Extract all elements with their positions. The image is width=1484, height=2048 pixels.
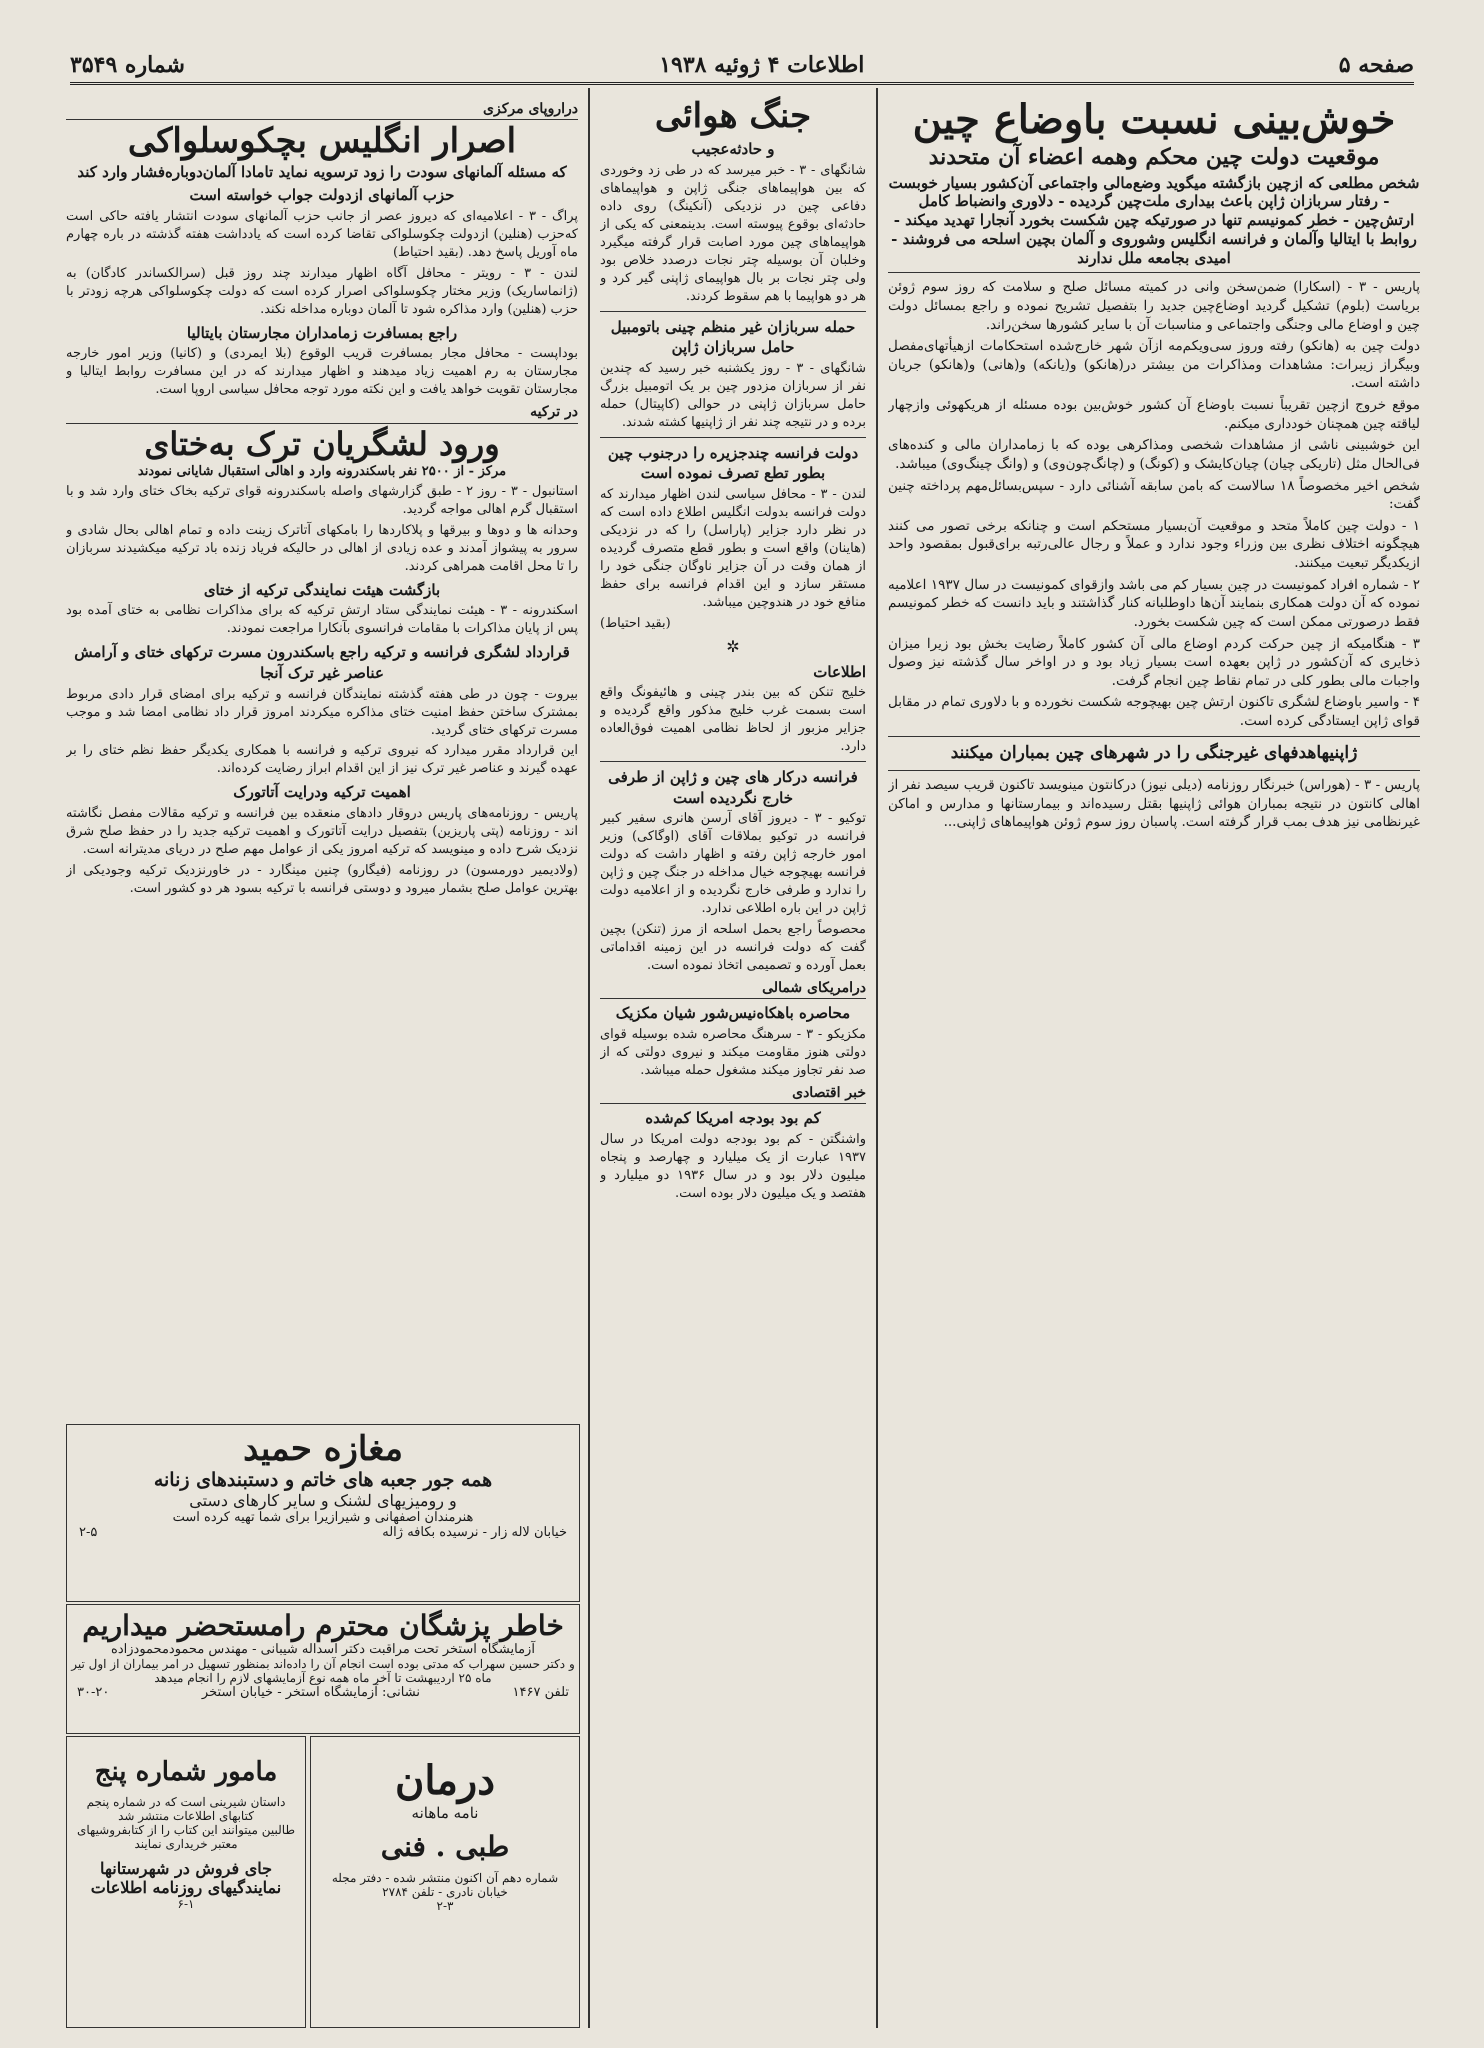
- article-paragraph: ۱ - دولت چین کاملاً متحد و موقعیت آن‌بسیار مستحکم است و چنانکه برخی تصور می کنند هیچگونه اختلاف نظری بین وزراء وجود ندارد و عملاً و رجال عالی‌رتبه برای‌قبول بمقصود واحد ازیکدیگر تبعیت میکنند.: [888, 517, 1420, 571]
- middle-column: [600, 96, 866, 2026]
- lab-address: نشانی: آزمایشگاه استخر - خیابان استخر: [201, 1685, 420, 1700]
- ad-agent-five: [66, 1736, 306, 2028]
- article-paragraph: موقع خروج ازچین تقریباً نسبت باوضاع آن کشور خوش‌بین بوده مسئله از هریکهوئی وازچهار لیاقته چین همچنان خودداری میکنم.: [888, 397, 1420, 432]
- section-label: خبر اقتصادی: [600, 1084, 866, 1104]
- headline-delegation: بازگشت هیئت نمایندگی ترکیه از ختای: [203, 580, 441, 599]
- headline-france-islands: دولت فرانسه چندجزیره را درجنوب چین بطور تطع تصرف نموده است: [607, 443, 859, 483]
- headline-sudeten-party: حزب آلمانها‌ی ازدولت جواب خواسته است: [189, 186, 455, 205]
- shop-address: خیابان لاله زار - نرسیده بکافه ژاله: [382, 1525, 567, 1540]
- lab-tel: تلفن ۱۴۶۷: [512, 1685, 569, 1700]
- article-paragraph: (ولادیمیر دورمسون) در روزنامه (فیگارو) چنین مینگارد - در خاورنزدیک ترکیه وجودیکی از بهترین عوامل صلح بشمار میرود و دوستی فرانسه با ترکیه بسود هر دو کشور است.: [66, 862, 578, 896]
- divider: [600, 437, 866, 438]
- column-rule-right: [876, 88, 878, 2028]
- source-note: (بقید احتیاط): [600, 615, 671, 631]
- ad-hamid-shop: [66, 1424, 580, 1602]
- section-label: دراروپای مرکزی: [66, 100, 578, 120]
- article-paragraph: لندن - ۳ - محافل سیاسی لندن اظهار میدارند که دولت فرانسه بدولت انگلیس اطلاع داده است که در نظر دارد جزایر (پاراسل) را که در نزدیکی (هاینان) واقع است و بطور قطع متصرف گردیده از همان وقت در آن جزایر ناوگان جنگی خود را مستقر سازد و این اقدام فرانسه برای حفظ منافع خود در هندوچین میباشد.: [600, 487, 866, 610]
- book-line: داستان شیرینی است که در شماره پنجم کتابهای اطلاعات منتشر شد: [86, 1795, 286, 1823]
- magazine-subtitle: نامه ماهانه: [411, 1804, 479, 1822]
- shop-code: ۲-۵: [79, 1525, 98, 1540]
- subheadline-turkey: مرکز - از ۲۵۰۰ نفر باسکندرونه وارد و اهالی استقبال شایانی نمودند: [137, 463, 507, 479]
- article-paragraph: ۳ - هنگامیکه از چین حرکت کردم اوضاع مالی آن کشور کاملاً رضایت بخش بود زیرا میزان ذخایری که آن‌کشور در ژاپن بعهده است بسیار زیاد بود و در اواخر سال گذشته نیز وصول واجبات مالی بطور کلی در تمام نقاط چین انجام گرفت.: [888, 635, 1420, 689]
- article-paragraph: پراگ - ۳ - اعلامیه‌ای که دیروز عصر از جانب حزب آلمانهای سودت انتشار یافته حاکی است که‌حزب (هنلین) ازدولت چکوسلواکی تقاضا کرده است که یادداشت هفته گذشته در باره چهارم ماه آوریل پاسخ دهد. (بقید احتیاط): [66, 209, 578, 261]
- section-label: درامریکای شمالی: [600, 979, 866, 999]
- headline-us-budget: کم بود بودجه امریکا کم‌شده: [645, 1109, 821, 1128]
- headline-czech: اصرار انگلیس بچکوسلواکی: [127, 121, 517, 162]
- headline-france-neutral: فرانسه درکار های چین و ژاپن از طرفی خارج نگردیده است: [608, 768, 858, 807]
- headline-guerrilla: حمله سربازان غیر منظم چینی باتومبیل حامل سربازان ژاپن: [610, 317, 856, 357]
- article-paragraph: پاریس - روزنامه‌های پاریس دروقار دادهای منعقده بین فرانسه و ترکیه مقالات مفصل نگاشته اند - روزنامه (پتی پاریزین) بتفصیل درایت آتاتورک و اهمیت ترکیه جدید را در حفظ صلح شرق نزدیک شرح داده و مینویسد که ترکیه امروز یکی از عوامل مهم صلح در دریای مدیترانه است.: [66, 806, 578, 857]
- article-paragraph: مکزیکو - ۳ - سرهنگ محاصره شده بوسیله قوای دولتی هنوز مقاومت میکند و نیروی دولتی که از صد نفر تجاوز میکند مشغول حمله میباشد.: [600, 1026, 866, 1078]
- article-paragraph: بوداپست - محافل مجار بمسافرت قریب الوقوع (بلا ایمردی) و (کانیا) وزیر امور خارجه مجارستان به رم اهمیت زیاد میدهند و اظهار میدارند که در این مسافرت روابط ایتالیا و مجارستان تقویت خواهد یافت و این نکته مورد توجه محافل سیاسی اروپا است.: [66, 346, 578, 398]
- star-ornament-icon: ✲: [726, 636, 740, 656]
- masthead: [70, 48, 1414, 85]
- article-paragraph: توکیو - ۳ - دیروز آقای آرسن هانری سفیر کبیر فرانسه در توکیو بملاقات آقای (اوگاکی) وزیر امور خارجه ژاپن رفته و اظهار داشت که دولت فرانسه بهیچوجه خیال مداخله در جنگ چین و ژاپن را ندارد و طرفی خارج نگردیده و از اعلامیه دولت ژاپن در این باره اطلاعی ندارد.: [600, 811, 866, 917]
- article-paragraph: پاریس - ۳ - (اسکارا) ضمن‌سخن وانی در کمیته مسائل صلح و سلامت که روز سوم ژوئن بریاست (بلوم) تشکیل گردید اوضاع‌چین جدید را بتفصیل تشریح نموده و راجع بمسائل دولت چین و اوضاع مالی وجنگی واجتماعی و مناسبات آن با سایر کشورها سخن‌راند.: [888, 279, 1420, 333]
- subheadline-china: موقعیت دولت چین محکم وهمه اعضاء آن متحدند: [928, 144, 1380, 170]
- subheadline-air-war: و حادثه‌عجیب: [691, 140, 775, 159]
- lab-line: آزمایشگاه استخر تحت مراقبت دکتر اسداله شیبانی - مهندس محمودمحمودزاده: [111, 1642, 535, 1657]
- article-paragraph: این قرارداد مقرر میدارد که نیروی ترکیه و فرانسه با همکاری یکدیگر حفظ نظم ختای را بر عهده گیرند و عناصر غیر ترک نیز از این اقدام ابراز رضایت کرده‌اند.: [66, 743, 578, 777]
- issue-number: شماره ۳۵۴۹: [70, 52, 185, 78]
- divider: [888, 770, 1420, 771]
- ad-darman-magazine: [310, 1736, 580, 2028]
- shop-title: مغازه حمید: [243, 1429, 403, 1469]
- page-number: صفحه ۵: [1338, 52, 1414, 78]
- magazine-name: طبی . فنی: [380, 1830, 510, 1863]
- article-paragraph: شخص اخیر مخصوصاً ۱۸ سالاست که بامن سابقه آشنائی دارد - سپس‌بسائل‌مهم پرداخته چنین گفت:: [888, 477, 1420, 513]
- left-column: [66, 96, 578, 1416]
- magazine-line: شماره دهم آن اکنون منتشر شده - دفتر مجله خیابان نادری - تلفن ۲۷۸۴: [331, 1871, 559, 1899]
- shop-line: و رومیزیهای لشنک و سایر کارهای دستی: [189, 1491, 457, 1510]
- info-heading: اطلاعات: [813, 662, 866, 681]
- divider: [888, 736, 1420, 737]
- book-title: مامور شماره پنج: [94, 1757, 278, 1787]
- book-code: ۶-۱: [177, 1897, 195, 1911]
- article-paragraph: پاریس - ۳ - (هوراس) خبرنگار روزنامه (دیلی نیوز) درکانتون مینویسد تاکنون قریب سیصد نفر از اهالی کانتون در نتیجه بمباران هوائی ژاپنیها بقتل رسیده‌اند و بیمارستانها و مدارس و اماکن غیرنظامی نیز هدف بمب قرار گرفته است. پاسبان روز سوم ژوئن هواپیماهای ژاپنی...: [888, 777, 1420, 831]
- lab-code: ۳۰-۲۰: [77, 1685, 110, 1700]
- headline-air-war: جنگ هوائی: [654, 96, 812, 136]
- shop-line: هنرمندان اصفهانی و شیرازیرا برای شما تهیه کرده است: [172, 1510, 474, 1525]
- article-paragraph: خلیج تنکن که بین بندر چینی و هائیفونگ واقع است بسمت غرب خلیج مذکور واقع گردیده و جزایر مزبور از لحاظ نظامی اهمیت فوق‌العاده دارد.: [600, 685, 866, 755]
- headline-turkey: ورود لشگریان ترک به‌ختای: [144, 424, 500, 463]
- divider: [600, 761, 866, 762]
- shop-line: همه جور جعبه های خاتم و دستبندهای زنانه: [153, 1469, 493, 1491]
- lab-title: خاطر پزشگان محترم رامستحضر میداریم: [82, 1609, 564, 1642]
- lab-line: و دکتر حسین سهراب که مدتی بوده است انجام آن را داده‌اند بمنظور تسهیل در امر بیماران از اول تیر ماه ۲۵ اردیبهشت تا آخر ماه همه نوع آزمایشهای لازم را انجام میدهد: [71, 1657, 575, 1685]
- article-paragraph: ۴ - واسیر باوضاع لشگری تاکنون ارتش چین بهیچوجه شکست نخورده و با دلاوری تمام در مقابل قوای ژاپن ایستادگی کرده است.: [888, 694, 1420, 729]
- article-paragraph: محصوصاً راجع بحمل اسلحه از مرز (تنکن) بچین گفت که دولت فرانسه در این زمینه اقداماتی بعمل آورده و تصمیمی اتخاذ نموده است.: [600, 922, 866, 973]
- article-paragraph: لندن - ۳ - رویتر - محافل آگاه اظهار میدارند چند روز قبل (سرالکساندر کادگان) به (ژانماساریک) وزیر مختار چکوسلواکی اصرار کرده است که دولت چکوسلواکی هرچه زودتر با حزب (هنلین) وارد مذاکره شود تا آلمان دوباره مداخله نکند.: [66, 265, 578, 317]
- lead-china: شخص مطلعی که ازچین بازگشته میگوید وضع‌مالی واجتماعی آن‌کشور بسیار خوبست - رفتار سربازان ژاپن باعث بیداری ملت‌چین گردیده - دلاوری وانضباط کامل ارتش‌چین - خطر کمونیسم تنها در صورتیکه چین شکست بخورد آنجارا تهدید میکند - روابط با ایتالیا وآلمان و فرانسه انگلیس وشوروی و آلمان بچین اسلحه می فروشند - امیدی بجامعه ملل ندارند: [888, 173, 1420, 267]
- ad-laboratory: [66, 1604, 580, 1734]
- article-paragraph: وحدانه ها و دوها و بیرقها و پلاکاردها را بامکهای آتاترک زینت داده و تمام اهالی بحال شادی و سرور به پیشواز آمدند و عده زیادی از اهالی در حالیکه فریاد زنده باد ترکیه میکشیدند سربازان را تا محل اقامت همراهی کردند.: [66, 522, 578, 574]
- divider: [888, 272, 1420, 273]
- article-paragraph: ۲ - شماره افراد کمونیست در چین بسیار کم می باشد وازقوای کمونیست در سال ۱۹۳۷ اعلامیه نموده که آن دولت همکاری بنمایند آن‌ها داوطلبانه کنار گذاشتند و باید دانست که خطر کمونیسم فقط درصورتی ممکن است که چین شکست بخورد.: [888, 576, 1420, 630]
- headline-treaty: قرارداد لشگری فرانسه و ترکیه راجع باسکندرون مسرت ترکهای ختای و آرامش عناصر غیر ترک آنجا: [74, 643, 570, 682]
- headline-china: خوش‌بینی نسبت باوضاع چین: [912, 96, 1396, 143]
- headline-mexico: محاصره باهکاه‌نیس‌شور شیان مکزیک: [615, 1004, 851, 1023]
- article-paragraph: دولت چین به (هانکو) رفته وروز سی‌ویکم‌مه ازآن شهر خارج‌شده استحکامات ازهیأتهای‌مفصل وبیگراز زیبرات: مشاهدات ومذاکرات من بیشتر در(هانکو) و(یانکه) و(هانی) و(هانکو) جریان داشته است.: [888, 338, 1420, 392]
- article-paragraph: این خوشبینی ناشی از مشاهدات شخصی ومذاکرهی بوده که با زمامداران مالی و کنده‌های فی‌الحال مثل (تاریکی چیان) چیان‌کایشک و (کونگ) و (چانگ‌چون‌وی) و (وانگ چینگ‌وی) میباشد.: [888, 437, 1420, 472]
- column-rule-left: [588, 88, 590, 2028]
- headline-ataturk: اهمیت ترکیه ودرایت آتاتورک: [233, 783, 411, 802]
- magazine-title: درمان: [394, 1757, 496, 1804]
- article-paragraph: شانگهای - ۳ - روز یکشنبه خبر رسید که چندین نفر از سربازان مزدور چین بر یک اتومبیل بزرگ حامل سربازان ژاپنی در حوالی (کاپیتال) حمله برده و در نتیجه چند نفر از ژاپنیها کشته شدند.: [600, 360, 866, 430]
- section-label: در ترکیه: [66, 403, 578, 423]
- magazine-code: ۲-۳: [436, 1899, 454, 1913]
- article-paragraph: اسکندرونه - ۳ - هیئت نمایندگی ستاد ارتش ترکیه که برای مذاکرات نظامی به ختای آمده بود پس از پایان مذاکرات با مقامات فرانسوی بآنکارا مراجعت نمودند.: [66, 603, 578, 637]
- article-paragraph: بیروت - چون در طی هفته گذشته نمایندگان فرانسه و ترکیه برای امضای قرار دادی مربوط بمشترک ساختن حفظ امنیت ختای مذاکره میکردند امروز قرار داد نظامی امضا شد و موجب مسرت ترکهای ختای گردید.: [66, 686, 578, 738]
- divider: [600, 311, 866, 312]
- headline-bombing: ژاپنیها‌هدفهای غیرجنگی را در شهرهای چین بمباران میکنند: [950, 742, 1358, 763]
- book-line: طالبین میتوانند این کتاب را از کتابفروشیهای معتبر خریداری نمایند: [76, 1823, 295, 1851]
- article-paragraph: واشنگتن - کم بود بودجه دولت امریکا در سال ۱۹۳۷ عبارت از یک میلیارد و چهارصد و پنجاه میلیون دلار بود و در سال ۱۹۳۶ دو میلیارد و هفتصد و یک میلیون دلار بوده است.: [600, 1131, 866, 1201]
- book-line: جای فروش در شهرستانها نمایندگیهای روزنامه اطلاعات: [90, 1859, 282, 1897]
- issue-date: اطلاعات ۴ ژوئیه ۱۹۳۸: [659, 52, 865, 78]
- right-column: [888, 96, 1420, 2026]
- article-paragraph: شانگهای - ۳ - خبر میرسد که در طی زد وخوردی که بین هواپیماهای جنگی ژاپن و هواپیماهای دفاعی چین در نزدیکی (آنکینگ) روی داده حادثه‌ای بوقوع پیوسته است. بدینمعنی که یکی از هواپیماهای چین مورد اصابت قرار گرفته میگیرد وخلبان آن بوسیله چتر نجات درصدد خلاص بود ولی چتر نجات بر بال هواپیمای ژاپنی گیر کرد و هر دو هواپیما با هم سقوط کردند.: [600, 163, 866, 304]
- article-paragraph: استانبول - ۳ - روز ۲ - طبق گزارشهای واصله باسکندرونه قوای ترکیه بخاک ختای وارد شد و با استقبال گرم اهالی مواجه گردید.: [66, 484, 578, 517]
- headline-hungary: راجع بمسافرت زمامداران مجارستان بایتالیا: [186, 323, 458, 342]
- subheadline-czech: که مسئله آلمانهای سودت را زود ترسویه نماید تاما‌دا آلمان‌دوباره‌فشار وارد کند: [77, 162, 567, 181]
